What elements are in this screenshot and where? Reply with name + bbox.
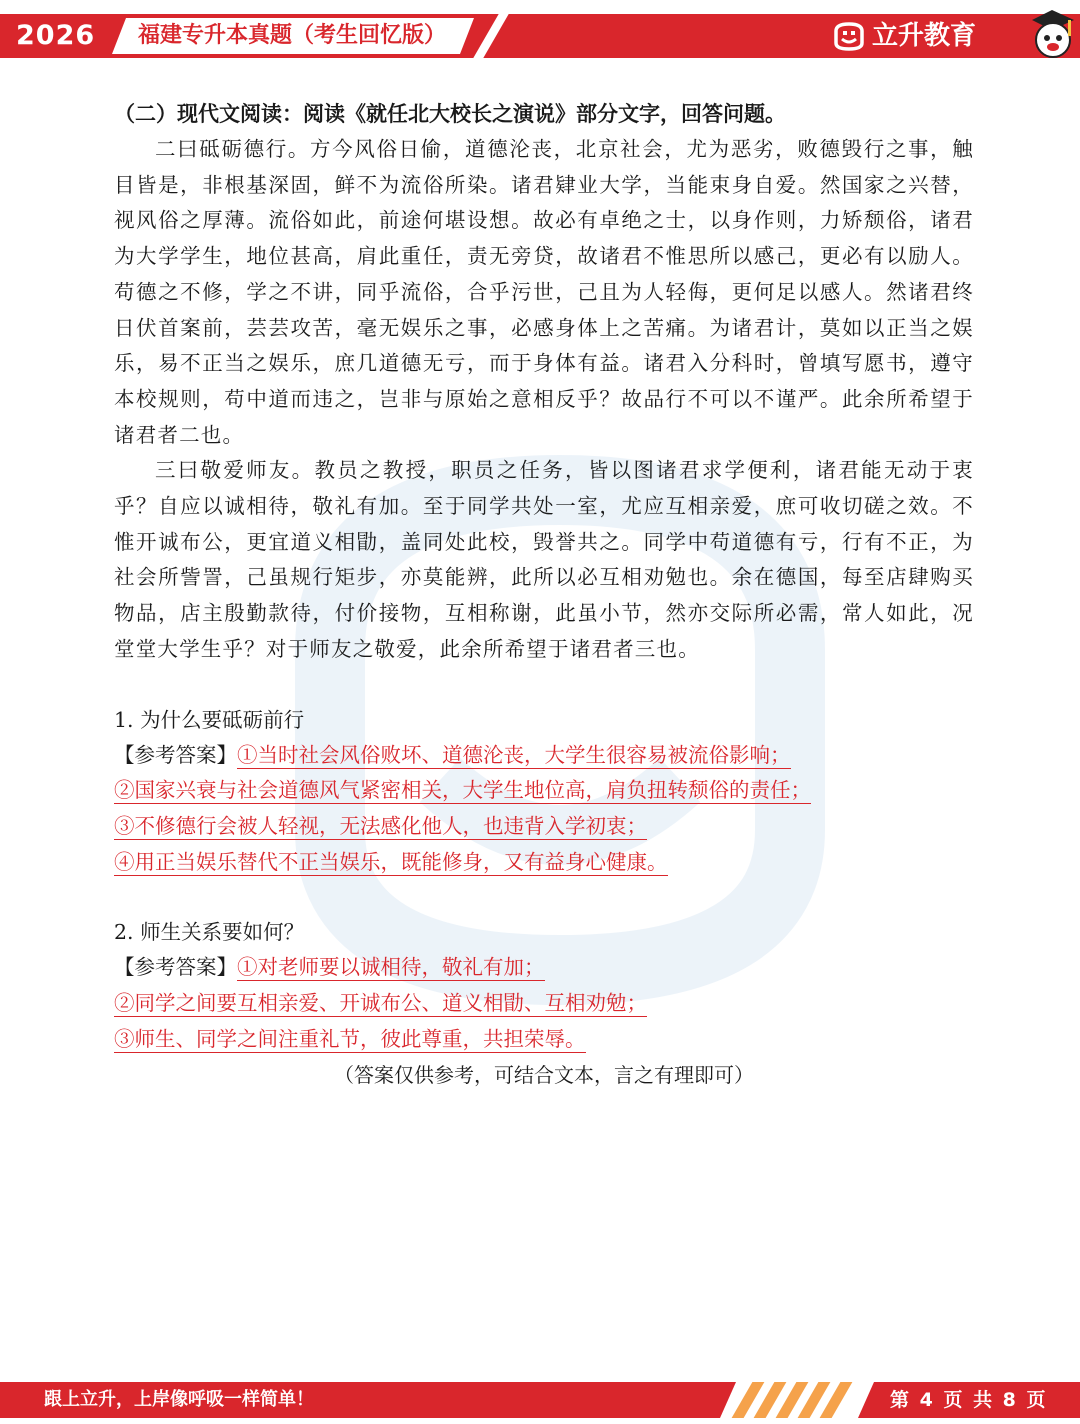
question-block <box>114 914 974 1057</box>
answer-line <box>114 1022 974 1058</box>
main-content <box>114 96 974 1093</box>
question-text: 1. 为什么要砥砺前行 <box>114 707 305 732</box>
answer-text: ④用正当娱乐替代不正当娱乐，既能修身，又有益身心健康。 <box>114 849 668 874</box>
page-footer <box>0 1382 1080 1418</box>
passage-paragraph: 二曰砥砺德行。方今风俗日偷，道德沦丧，北京社会，尤为恶劣，败德毁行之事，触目皆是，非根基深固，鲜不为流俗所染。诸君肄业大学，当能束身自爱。然国家之兴替，视风俗之厚薄。流俗如此，前途何堪设想。故必有卓绝之士，以身作则，力矫颓俗，诸君为大学学生，地位甚高，肩此重任，责无旁贷，故诸君不惟思所以感己，更必有以励人。苟德之不修，学之不讲，同乎流俗，合乎污世，己且为人轻侮，更何足以感人。然诸君终日伏首案前，芸芸攻苦，毫无娱乐之事，必感身体上之苦痛。为诸君计，莫如以正当之娱乐，易不正当之娱乐，庶几道德无亏，而于身体有益。诸君入分科时，曾填写愿书，遵守本校规则，苟中道而违之，岂非与原始之意相反乎？故品行不可以不谨严。此余所希望于诸君者二也。 <box>114 137 974 447</box>
answer-label: 【参考答案】 <box>114 955 237 980</box>
brand <box>832 16 976 56</box>
passage-paragraph: 三曰敬爱师友。教员之教授，职员之任务，皆以图诸君求学便利，诸君能无动于衷乎？自应以诚相待，敬礼有加。至于同学共处一室，尤应互相亲爱，庶可收切磋之效。不惟开诚布公，更宜道义相勖，盖同处此校，毁誉共之。同学中苟道德有亏，行有不正，为社会所訾詈，己虽规行矩步，亦莫能辨，此所以必互相劝勉也。余在德国，每至店肆购买物品，店主殷勤款待，付价接物，互相称谢，此虽小节，然亦交际所必需，常人如此，况堂堂大学生乎？对于师友之敬爱，此余所希望于诸君者三也。 <box>114 458 974 661</box>
answer-text: ①对老师要以诚相待，敬礼有加； <box>237 955 545 980</box>
reading-passage <box>114 132 974 668</box>
answer-text: ②同学之间要互相亲爱、开诚布公、道义相勖、互相劝勉； <box>114 991 647 1016</box>
answer-text: ①当时社会风俗败坏、道德沦丧，大学生很容易被流俗影响； <box>237 742 791 767</box>
answer-line <box>114 950 974 986</box>
answer-label: 【参考答案】 <box>114 742 237 767</box>
page-number: 第 4 页 共 8 页 <box>890 1389 1048 1411</box>
lisheng-logo-icon <box>832 21 866 51</box>
answer-line <box>114 845 974 881</box>
answer-line <box>114 738 974 774</box>
header-year: 2026 <box>16 20 96 51</box>
answer-text: ③师生、同学之间注重礼节，彼此尊重，共担荣辱。 <box>114 1026 586 1051</box>
answer-note: （答案仅供参考，可结合文本，言之有理即可） <box>334 1063 754 1088</box>
answer-text: ③不修德行会被人轻视，无法感化他人，也违背入学初衷； <box>114 813 647 838</box>
section-heading: （二）现代文阅读：阅读《就任北大校长之演说》部分文字，回答问题。 <box>114 101 786 126</box>
header-title: 福建专升本真题（考生回忆版） <box>138 23 447 48</box>
question-text: 2. 师生关系要如何？ <box>114 920 305 945</box>
answer-line <box>114 809 974 845</box>
brand-name: 立升教育 <box>872 21 977 51</box>
answer-line <box>114 773 974 809</box>
footer-slogan: 跟上立升，上岸像呼吸一样简单！ <box>44 1389 314 1410</box>
question-block <box>114 702 974 881</box>
mascot-graduate-icon <box>1024 0 1080 70</box>
page-header <box>0 14 1080 58</box>
answer-line <box>114 986 974 1022</box>
answer-text: ②国家兴衰与社会道德风气紧密相关，大学生地位高，肩负扭转颓俗的责任； <box>114 778 811 803</box>
